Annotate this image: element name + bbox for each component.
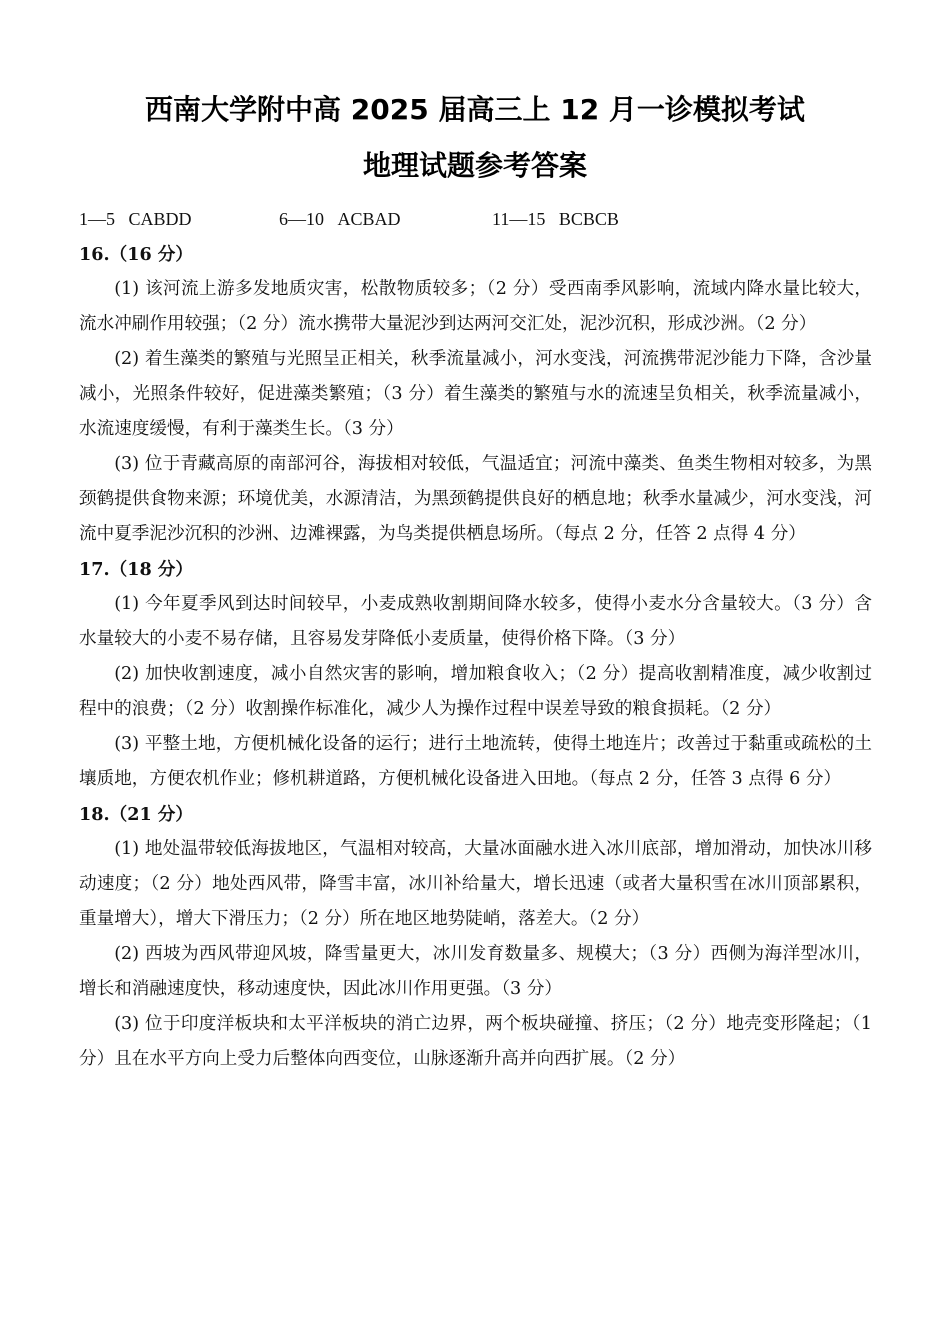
choice-group-3 <box>492 202 619 237</box>
question-17-heading: 17.（18 分） <box>79 559 193 580</box>
choice-range: 1—5 <box>79 209 115 229</box>
question-18-part-3: (3) 位于印度洋板块和太平洋板块的消亡边界，两个板块碰撞、挤压；（2 分）地壳变形隆起；（1 分）且在水平方向上受力后整体向西变位，山脉逐渐升高并向西扩展。（2 分） <box>79 1014 872 1069</box>
answer-content <box>79 202 872 1077</box>
question-16-part-1: (1) 该河流上游多发地质灾害，松散物质较多；（2 分）受西南季风影响，流域内降水量比较大，流水冲刷作用较强；（2 分）流水携带大量泥沙到达两河交汇处，泥沙沉积，形成沙洲。（2 分） <box>79 279 872 334</box>
question-16-part-2: (2) 着生藻类的繁殖与光照呈正相关，秋季流量减小，河水变浅，河流携带泥沙能力下降，含沙量减小，光照条件较好，促进藻类繁殖；（3 分）着生藻类的繁殖与水的流速呈负相关，秋季流量减小，水流速度缓慢，有利于藻类生长。（3 分） <box>79 349 872 439</box>
question-18-heading: 18.（21 分） <box>79 804 193 825</box>
question-17-part-2: (2) 加快收割速度，减小自然灾害的影响，增加粮食收入；（2 分）提高收割精准度，减少收割过程中的浪费；（2 分）收割操作标准化，减少人为操作过程中误差导致的粮食损耗。（2 分） <box>79 664 872 719</box>
choice-range: 11—15 <box>492 209 546 229</box>
choice-group-2 <box>279 202 492 237</box>
question-17-part-1: (1) 今年夏季风到达时间较早，小麦成熟收割期间降水较多，使得小麦水分含量较大。（3 分）含水量较大的小麦不易存储，且容易发芽降低小麦质量，使得价格下降。（3 分） <box>79 594 872 649</box>
choice-answers-row <box>79 202 872 237</box>
choice-group-1 <box>79 202 279 237</box>
question-16-heading: 16.（16 分） <box>79 244 193 265</box>
page-title: 西南大学附中高 2025 届高三上 12 月一诊模拟考试 <box>145 93 805 126</box>
page-subtitle: 地理试题参考答案 <box>362 149 587 182</box>
choice-answers: BCBCB <box>558 209 619 229</box>
question-17-part-3: (3) 平整土地，方便机械化设备的运行；进行土地流转，使得土地连片；改善过于黏重或疏松的土壤质地，方便农机作业；修机耕道路，方便机械化设备进入田地。（每点 2 分，任答 3 点得 6 分） <box>79 734 872 789</box>
question-16-part-3: (3) 位于青藏高原的南部河谷，海拔相对较低，气温适宜；河流中藻类、鱼类生物相对较多，为黑颈鹤提供食物来源；环境优美，水源清洁，为黑颈鹤提供良好的栖息地；秋季水量减少，河水变浅，河流中夏季泥沙沉积的沙洲、边滩裸露，为鸟类提供栖息场所。（每点 2 分，任答 2 点得 4 分） <box>79 454 872 544</box>
question-18-part-1: (1) 地处温带较低海拔地区，气温相对较高，大量冰面融水进入冰川底部，增加滑动，加快冰川移动速度；（2 分）地处西风带，降雪丰富，冰川补给量大，增长迅速（或者大量积雪在冰川顶部累积，重量增大），增大下滑压力；（2 分）所在地区地势陡峭，落差大。（2 分） <box>79 839 872 929</box>
choice-range: 6—10 <box>279 209 324 229</box>
choice-answers: ACBAD <box>337 209 401 229</box>
choice-answers: CABDD <box>128 209 192 229</box>
question-18-part-2: (2) 西坡为西风带迎风坡，降雪量更大，冰川发育数量多、规模大；（3 分）西侧为海洋型冰川，增长和消融速度快，移动速度快，因此冰川作用更强。（3 分） <box>79 944 872 999</box>
